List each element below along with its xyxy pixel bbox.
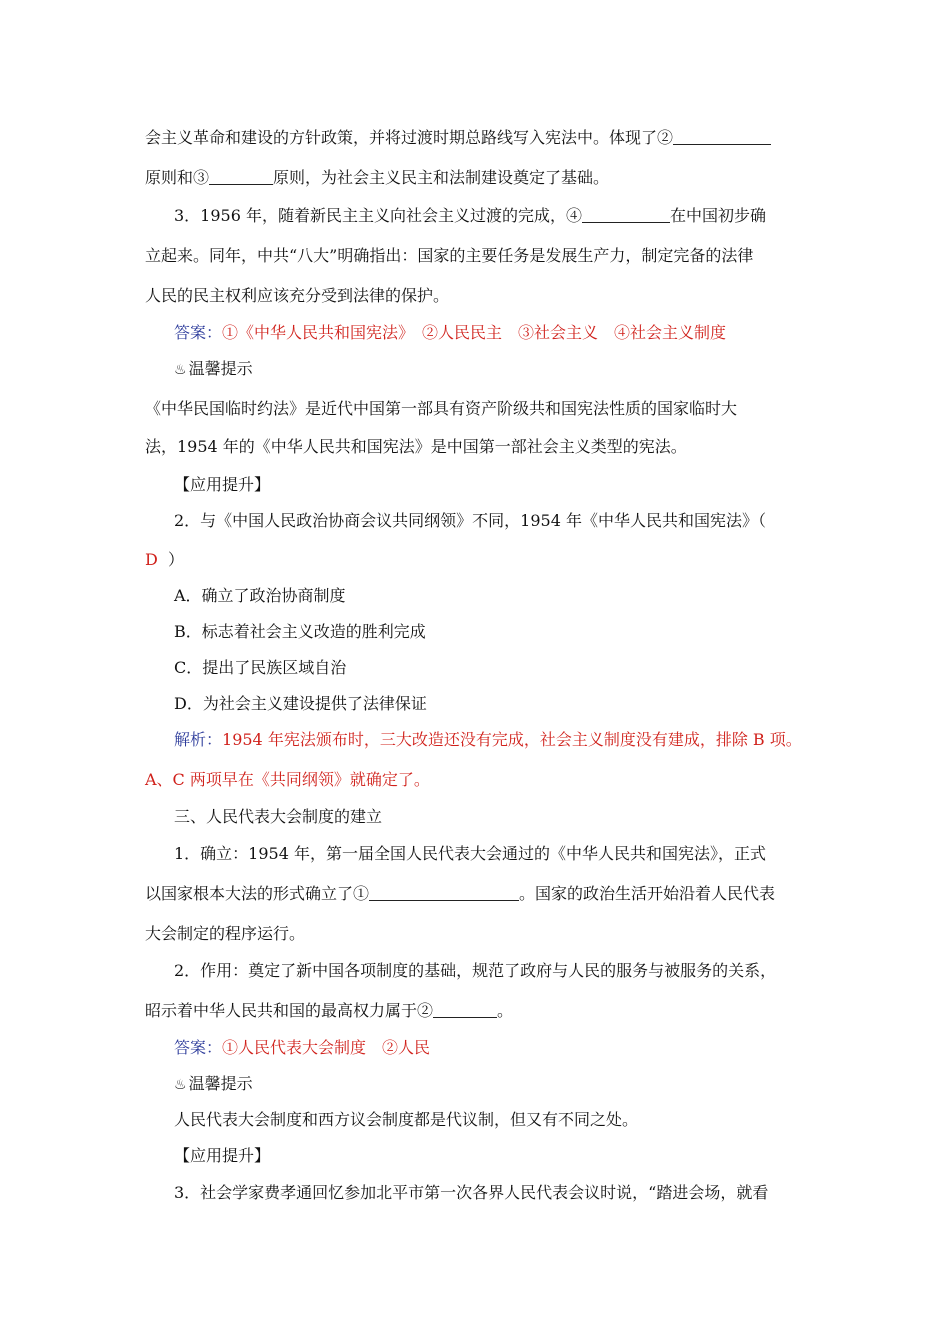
analysis-text: A、C 两项早在《共同纲领》就确定了。 xyxy=(145,770,430,789)
tip-title: 温馨提示 xyxy=(188,359,253,378)
hot-spring-icon: ♨ xyxy=(174,1077,187,1093)
section-heading: 【应用提升】 xyxy=(174,475,271,494)
body-text: 3．1956 年，随着新民主主义向社会主义过渡的完成，④ xyxy=(174,206,582,225)
answer-label: 答案： xyxy=(174,1038,223,1057)
text-line xyxy=(145,167,609,189)
option-c: C．提出了民族区域自治 xyxy=(174,658,347,677)
body-text: 。国家的政治生活开始沿着人民代表 xyxy=(519,884,776,903)
body-text: 昭示着中华人民共和国的最高权力属于② xyxy=(145,1001,434,1020)
text-line: 人民的民主权利应该充分受到法律的保护。 xyxy=(145,286,450,305)
tip-text: 人民代表大会制度和西方议会制度都是代议制，但又有不同之处。 xyxy=(174,1110,639,1129)
text-line xyxy=(145,127,771,149)
question-answer: D xyxy=(145,550,158,569)
section-title: 三、人民代表大会制度的建立 xyxy=(174,807,383,826)
body-text: 以国家根本大法的形式确立了① xyxy=(145,884,370,903)
question-stem: 2．与《中国人民政治协商会议共同纲领》不同，1954 年《中华人民共和国宪法》（ xyxy=(174,511,766,530)
answer-bracket xyxy=(145,549,184,571)
option-d: D．为社会主义建设提供了法律保证 xyxy=(174,694,427,713)
body-text: 。 xyxy=(497,1001,514,1020)
text-line: 大会制定的程序运行。 xyxy=(145,924,306,943)
answer-text: ①《中华人民共和国宪法》 ②人民民主 ③社会主义 ④社会主义制度 xyxy=(222,323,727,342)
fill-blank xyxy=(369,884,519,901)
body-text: 会主义革命和建设的方针政策，并将过渡时期总路线写入宪法中。体现了② xyxy=(145,128,674,147)
tip-heading xyxy=(174,358,253,381)
tip-text: 《中华民国临时约法》是近代中国第一部具有资产阶级共和国宪法性质的国家临时大 xyxy=(145,399,738,418)
answer-label: 答案： xyxy=(174,323,223,342)
bracket-close: ） xyxy=(168,550,185,569)
option-b: B．标志着社会主义改造的胜利完成 xyxy=(174,622,426,641)
text-line xyxy=(145,883,775,905)
question-stem: 3．社会学家费孝通回忆参加北平市第一次各界人民代表会议时说，“踏进会场，就看 xyxy=(174,1183,769,1202)
text-line xyxy=(145,1000,513,1022)
tip-title: 温馨提示 xyxy=(188,1074,253,1093)
fill-blank xyxy=(582,206,670,223)
tip-heading xyxy=(174,1073,253,1096)
analysis-line xyxy=(174,729,802,751)
answer-line xyxy=(174,1037,430,1059)
analysis-label: 解析： xyxy=(174,730,223,749)
body-text: 原则，为社会主义民主和法制建设奠定了基础。 xyxy=(273,168,610,187)
hot-spring-icon: ♨ xyxy=(174,362,187,378)
text-line xyxy=(174,205,766,227)
answer-line xyxy=(174,322,726,344)
text-line: 立起来。同年，中共“八大”明确指出：国家的主要任务是发展生产力，制定完备的法律 xyxy=(145,246,754,265)
fill-blank xyxy=(673,128,771,145)
text-line: 2．作用：奠定了新中国各项制度的基础，规范了政府与人民的服务与被服务的关系， xyxy=(174,961,777,980)
analysis-text: 1954 年宪法颁布时，三大改造还没有完成，社会主义制度没有建成，排除 B 项。 xyxy=(222,730,802,749)
answer-text: ①人民代表大会制度 ②人民 xyxy=(222,1038,431,1057)
tip-text: 法，1954 年的《中华人民共和国宪法》是中国第一部社会主义类型的宪法。 xyxy=(145,437,687,456)
text-line: 1．确立：1954 年，第一届全国人民代表大会通过的《中华人民共和国宪法》，正式 xyxy=(174,844,766,863)
section-heading: 【应用提升】 xyxy=(174,1146,271,1165)
option-a: A．确立了政治协商制度 xyxy=(174,586,346,605)
body-text: 原则和③ xyxy=(145,168,210,187)
body-text: 在中国初步确 xyxy=(670,206,767,225)
fill-blank xyxy=(209,168,273,185)
fill-blank xyxy=(433,1001,497,1018)
